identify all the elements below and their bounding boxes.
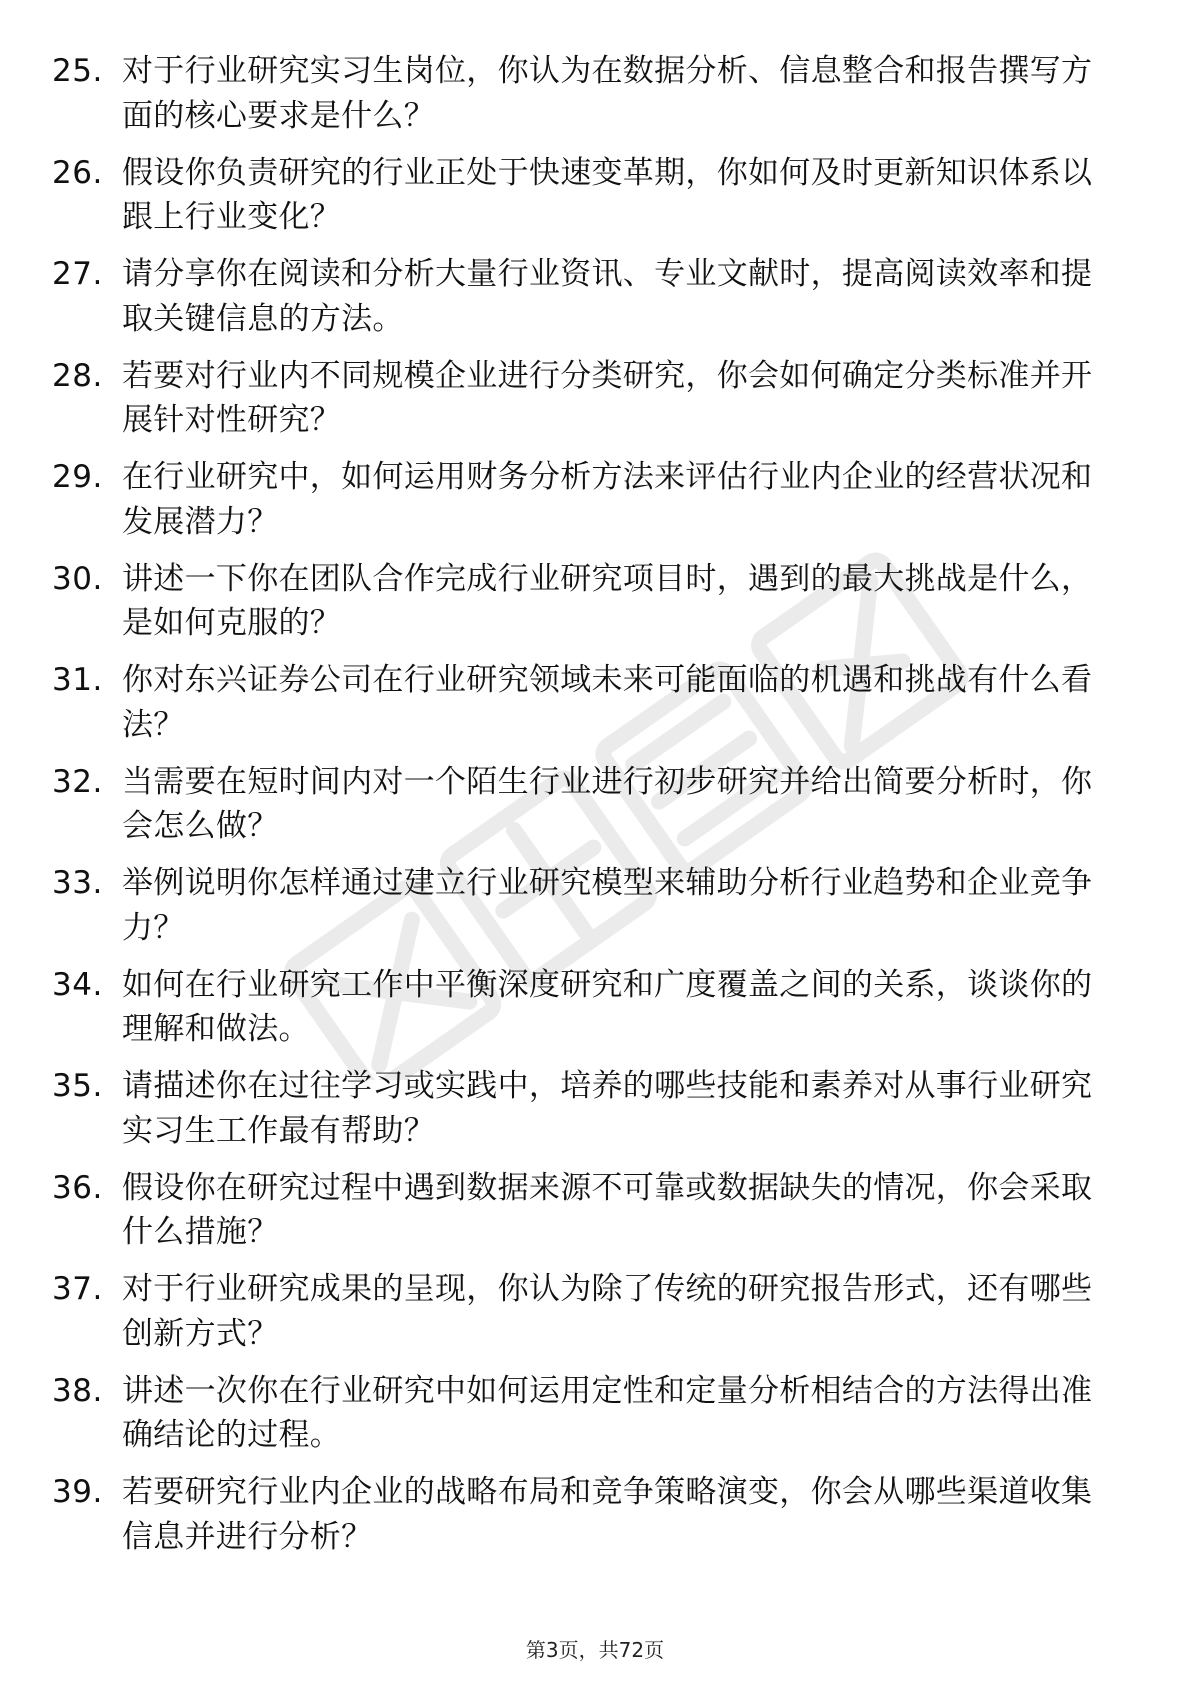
question-item [52,1470,1112,1559]
question-number: 36. [52,1169,103,1206]
question-number: 33. [52,865,103,901]
question-text: 若要研究行业内企业的战略布局和竞争策略演变，你会从哪些渠道收集信息并进行分析？ [122,1474,1093,1555]
question-number: 27. [52,256,103,292]
question-item [52,861,1112,950]
question-item [52,252,1112,341]
question-text: 讲述一次你在行业研究中如何运用定性和定量分析相结合的方法得出准确结论的过程。 [122,1372,1093,1453]
question-text: 举例说明你怎样通过建立行业研究模型来辅助分析行业趋势和企业竞争力？ [122,865,1093,946]
question-item [52,1166,1112,1255]
question-text: 你对东兴证券公司在行业研究领域未来可能面临的机遇和挑战有什么看法？ [122,662,1093,743]
question-number: 37. [52,1271,103,1307]
question-item [52,49,1112,138]
question-item [52,1369,1112,1458]
question-item [52,963,1112,1052]
question-list [52,49,1112,1572]
question-number: 26. [52,154,103,191]
question-text: 对于行业研究实习生岗位，你认为在数据分析、信息整合和报告撰写方面的核心要求是什么？ [122,53,1093,134]
question-item [52,1267,1112,1356]
question-item [52,1064,1112,1153]
question-text: 对于行业研究成果的呈现，你认为除了传统的研究报告形式，还有哪些创新方式？ [122,1271,1093,1352]
question-item [52,557,1112,646]
question-number: 29. [52,459,103,495]
question-number: 35. [52,1068,103,1104]
question-text: 假设你在研究过程中遇到数据来源不可靠或数据缺失的情况，你会采取什么措施？ [122,1169,1093,1250]
question-number: 34. [52,966,103,1003]
question-number: 31. [52,662,103,698]
question-number: 30. [52,560,103,597]
page-number: 第3页，共72页 [525,1638,665,1662]
question-number: 39. [52,1474,103,1510]
question-text: 讲述一下你在团队合作完成行业研究项目时，遇到的最大挑战是什么，是如何克服的？ [122,560,1093,641]
question-item [52,455,1112,544]
question-text: 在行业研究中，如何运用财务分析方法来评估行业内企业的经营状况和发展潜力？ [122,459,1093,540]
question-item [52,151,1112,240]
question-text: 若要对行业内不同规模企业进行分类研究，你会如何确定分类标准并开展针对性研究？ [122,357,1093,438]
question-item [52,658,1112,747]
question-number: 32. [52,763,103,800]
question-text: 假设你负责研究的行业正处于快速变革期，你如何及时更新知识体系以跟上行业变化？ [122,154,1093,235]
question-text: 当需要在短时间内对一个陌生行业进行初步研究并给出简要分析时，你会怎么做？ [122,763,1093,844]
question-text: 请描述你在过往学习或实践中，培养的哪些技能和素养对从事行业研究实习生工作最有帮助？ [122,1068,1093,1149]
question-item [52,760,1112,849]
question-number: 25. [52,53,103,89]
question-text: 请分享你在阅读和分析大量行业资讯、专业文献时，提高阅读效率和提取关键信息的方法。 [122,256,1093,337]
question-number: 28. [52,357,103,394]
question-item [52,354,1112,443]
question-number: 38. [52,1372,103,1409]
question-text: 如何在行业研究工作中平衡深度研究和广度覆盖之间的关系，谈谈你的理解和做法。 [122,966,1093,1047]
